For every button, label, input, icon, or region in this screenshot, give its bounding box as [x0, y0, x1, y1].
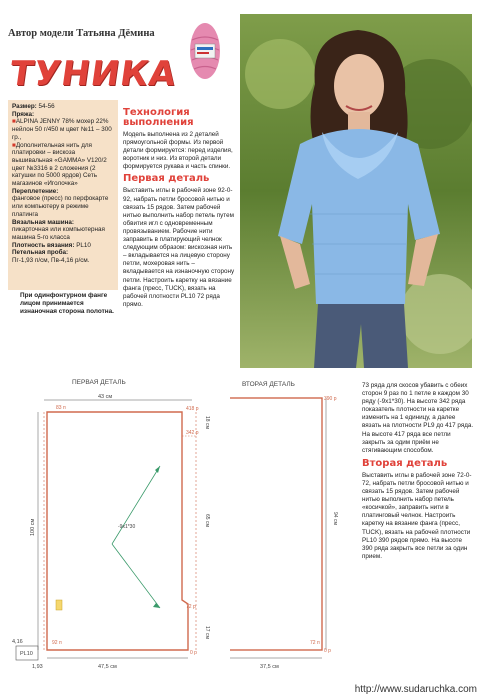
weave-text: фанговое (пресс) по перфокарте или компьютеру в режиме платинга	[12, 195, 109, 218]
technology-column	[123, 108, 235, 311]
second-stitches-label: 72 п	[310, 640, 320, 646]
density-value: PL10	[74, 241, 91, 249]
total-height-label: 100 см	[30, 518, 36, 536]
second-part-outline	[230, 398, 322, 650]
size-value: 54-56	[36, 103, 55, 110]
decrease-label: -9х1*30	[118, 524, 136, 530]
segment-mid-label: 65 см	[204, 514, 210, 527]
specifications-box	[8, 100, 118, 290]
row-label-top: 418 р	[186, 406, 199, 412]
part1-text: Выставить иглы в рабочей зоне 92-0-92, набрать петли бросовой нитью и связать 15 рядов. Затем рабочей нитью выполнить набор петель путем обвития игл с одновременным провязыванием. Рабочие нити заправить в платирующий челнок следующим образом: вискозная нить – вкладывается на лицевую сторону петли, мохеровая нить – вкладывается на изнаночную сторону петли. Настроить каретку на вязание фанга (пресс, TUCK), вязать на рабочей плотности PL10 72 ряда прямо.	[123, 187, 235, 308]
first-part-outline	[47, 412, 188, 650]
second-row-top: 390 р	[324, 396, 337, 402]
density-label: Плотность вязания:	[12, 241, 75, 249]
bottom-width-label: 47,5 см	[98, 664, 117, 670]
technology-heading: Технология выполнения	[123, 107, 194, 128]
page-title: ТУНИКА	[7, 54, 180, 94]
yarn-skein-image	[186, 20, 224, 82]
technology-intro: Модель выполнена из 2 деталей прямоугольной формы. Из первой детали формируется: перед изделия, воротник и низ. Из второй детали формируется рукава и часть спинки.	[123, 131, 233, 171]
sample-label: Петельная проба:	[12, 249, 69, 257]
yarn-extra-text: Дополнительная нить для платировки – вискоза вышивальная «GAMMA» V120/2 цвет №3316 в 2 сложения (2 катушки по 5000 ярдов) Сеть магазинов «Иголочка»	[12, 141, 107, 188]
second-part-diagram	[230, 372, 360, 672]
second-width-label: 37,5 см	[260, 664, 279, 670]
part2-text: Выставить иглы в рабочей зоне 72-0-72, набрать петли бросовой нитью и связать 15 рядов. Затем рабочей нитью выполнить набор петель «косичкой», заправить нити в платинговый челнок. Настроить каретку на вязание фанга (пресс, TUCK), вязать на рабочей плотности PL10 390 рядов прямо. На высоте 390 ряда закрыть все петли за один прием.	[362, 471, 472, 560]
second-height-label: 94 см	[332, 512, 338, 525]
first-part-label: ПЕРВАЯ ДЕТАЛЬ	[72, 379, 126, 386]
density-h-label: 1,93	[32, 664, 43, 670]
bullet-icon: ■	[12, 118, 16, 126]
first-part-diagram	[0, 372, 235, 672]
footer-url[interactable]: http://www.sudaruchka.com	[354, 684, 477, 695]
continuation-text: 73 ряда для скосов убавить с обеих сторон 9 раз по 1 петле в каждом 30 ряду (-9х1*30). На высоте 342 ряда показатель плотности на каретке изменить на 1 единицу, а далее вязать на плотности PL9 до 417 ряда. На высоте 417 ряда все петли закрыть за одим приём не стягивающим способом.	[362, 382, 474, 454]
fabric-side-note: При одинфонтурном фанге лицом принимается изнаночная сторона полотна.	[20, 292, 114, 315]
part1-heading: Первая деталь	[123, 173, 210, 185]
yarn-label: Пряжа:	[12, 110, 35, 118]
part2-heading: Вторая деталь	[362, 457, 448, 469]
row-label-mid: 342 р	[186, 430, 199, 436]
yarn-text: ALPINA JENNY 78% мохер 22% нейлон 50 г/450 м цвет №11 – 300 гр.,	[12, 118, 112, 141]
sample-text: Пг-1,93 п/см, Пв-4,16 р/см.	[12, 257, 90, 265]
segment-low-label: 17 см	[204, 626, 210, 639]
row-label-bottom: 0 р	[190, 650, 197, 656]
pl-label: PL10	[20, 651, 33, 657]
second-part-label: ВТОРАЯ ДЕТАЛЬ	[242, 381, 295, 388]
machine-label: Вязальная машина:	[12, 218, 74, 226]
top-stitches-label: 83 п	[56, 405, 66, 411]
density-v-label: 4,16	[12, 639, 23, 645]
stitch-marker-icon	[56, 600, 62, 610]
model-photo	[240, 14, 472, 368]
continuation-column	[362, 382, 474, 563]
segment-top-label: 18 см	[204, 416, 210, 429]
machine-text: пикарточная или компьютерная машина 5-го класса	[12, 226, 105, 241]
bullet-icon: ■	[12, 141, 16, 149]
author-line: Автор модели Татьяна Дёмина	[8, 28, 155, 39]
second-row-bottom: 0 р	[324, 648, 331, 654]
size-label: Размер:	[12, 103, 37, 110]
row-label-low: 72 р	[186, 604, 196, 610]
top-width-label: 43 см	[98, 394, 113, 400]
bottom-stitches-label: 92 п	[52, 640, 62, 646]
weave-label: Переплетение:	[12, 187, 59, 195]
